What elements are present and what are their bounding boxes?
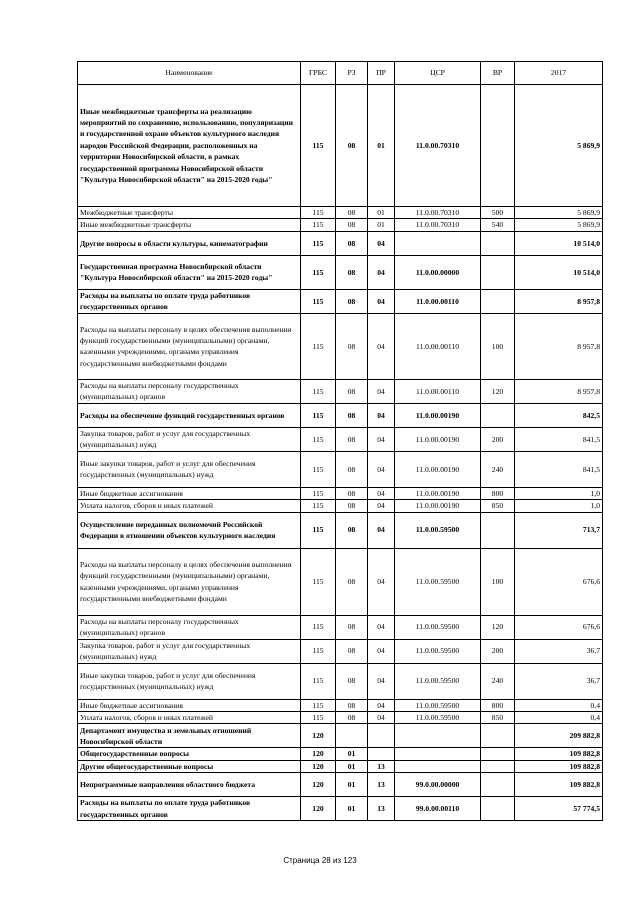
cell-grbs: 120 [301, 760, 336, 772]
table-row [78, 313, 603, 379]
cell-sum: 0,4 [515, 699, 603, 711]
cell-pr: 04 [368, 663, 395, 699]
cell-csr: 11.0.00.00190 [395, 451, 481, 487]
cell-grbs: 115 [301, 313, 336, 379]
cell-sum: 8 957,8 [515, 313, 603, 379]
cell-name: Иные бюджетные ассигнования [78, 487, 301, 499]
table-row [78, 773, 603, 797]
cell-name: Закупка товаров, работ и услуг для государственных (муниципальных) нужд [78, 639, 301, 663]
cell-sum: 209 882,8 [515, 724, 603, 748]
cell-sum: 36,7 [515, 639, 603, 663]
cell-name: Расходы на выплаты персоналу государственных (муниципальных) органов [78, 615, 301, 639]
cell-pr: 04 [368, 427, 395, 451]
cell-vr: 200 [481, 639, 515, 663]
cell-vr: 240 [481, 663, 515, 699]
cell-sum: 5 869,9 [515, 85, 603, 207]
cell-csr: 11.0.00.00110 [395, 313, 481, 379]
cell-pr: 13 [368, 760, 395, 772]
cell-pr: 04 [368, 500, 395, 512]
cell-grbs: 120 [301, 724, 336, 748]
cell-rz: 08 [336, 487, 368, 499]
cell-rz: 01 [336, 748, 368, 760]
cell-rz: 08 [336, 255, 368, 289]
cell-pr: 04 [368, 255, 395, 289]
cell-vr: 100 [481, 548, 515, 615]
cell-rz: 08 [336, 231, 368, 255]
cell-name: Другие общегосударственные вопросы [78, 760, 301, 772]
cell-grbs: 115 [301, 615, 336, 639]
cell-name: Расходы на выплаты по оплате труда работников государственных органов [78, 289, 301, 313]
cell-csr: 11.0.00.59500 [395, 699, 481, 711]
cell-vr: 850 [481, 712, 515, 724]
cell-pr: 04 [368, 699, 395, 711]
cell-name: Департамент имущества и земельных отношений Новосибирской области [78, 724, 301, 748]
cell-pr: 04 [368, 403, 395, 427]
cell-grbs: 115 [301, 219, 336, 231]
cell-vr: 540 [481, 219, 515, 231]
cell-vr [481, 231, 515, 255]
cell-name: Расходы на обеспечение функций государственных органов [78, 403, 301, 427]
cell-vr: 240 [481, 451, 515, 487]
cell-sum: 109 882,8 [515, 760, 603, 772]
cell-vr: 100 [481, 313, 515, 379]
cell-vr [481, 760, 515, 772]
cell-grbs: 115 [301, 712, 336, 724]
table-row [78, 797, 603, 821]
cell-sum: 5 869,9 [515, 219, 603, 231]
cell-pr: 04 [368, 615, 395, 639]
cell-grbs: 115 [301, 231, 336, 255]
cell-name: Иные закупки товаров, работ и услуг для обеспечения государственных (муниципальных) нужд [78, 451, 301, 487]
cell-name: Уплата налогов, сборов и иных платежей [78, 500, 301, 512]
table-row [78, 379, 603, 403]
cell-grbs: 115 [301, 289, 336, 313]
cell-csr: 11.0.00.00110 [395, 289, 481, 313]
cell-rz: 08 [336, 639, 368, 663]
cell-vr: 120 [481, 379, 515, 403]
cell-vr: 120 [481, 615, 515, 639]
cell-rz: 08 [336, 403, 368, 427]
cell-rz: 08 [336, 512, 368, 548]
cell-rz: 08 [336, 451, 368, 487]
cell-rz: 08 [336, 663, 368, 699]
cell-csr: 11.0.00.00110 [395, 379, 481, 403]
cell-name: Иные бюджетные ассигнования [78, 699, 301, 711]
cell-vr: 200 [481, 427, 515, 451]
cell-name: Общегосударственные вопросы [78, 748, 301, 760]
cell-name: Межбюджетные трансферты [78, 207, 301, 219]
cell-pr: 01 [368, 219, 395, 231]
cell-sum: 8 957,8 [515, 379, 603, 403]
cell-vr [481, 724, 515, 748]
header-vr: ВР [481, 62, 515, 85]
cell-rz: 08 [336, 615, 368, 639]
cell-vr: 850 [481, 500, 515, 512]
cell-pr: 01 [368, 85, 395, 207]
cell-rz: 08 [336, 500, 368, 512]
cell-vr: 800 [481, 699, 515, 711]
table-row [78, 615, 603, 639]
cell-sum: 109 882,8 [515, 773, 603, 797]
cell-grbs: 115 [301, 403, 336, 427]
cell-vr [481, 797, 515, 821]
cell-sum: 676,6 [515, 548, 603, 615]
cell-grbs: 115 [301, 639, 336, 663]
header-name: Наименование [78, 62, 301, 85]
cell-sum: 713,7 [515, 512, 603, 548]
cell-vr: 500 [481, 207, 515, 219]
table-row [78, 487, 603, 499]
cell-vr [481, 403, 515, 427]
cell-grbs: 115 [301, 699, 336, 711]
cell-pr [368, 724, 395, 748]
cell-sum: 109 882,8 [515, 748, 603, 760]
cell-name: Расходы на выплаты персоналу в целях обеспечения выполнения функций государственными (муниципальными) органами, казенными учреждениями, органами управления государственными внебюджетными фондами [78, 313, 301, 379]
cell-vr [481, 289, 515, 313]
cell-pr: 04 [368, 379, 395, 403]
header-grbs: ГРБС [301, 62, 336, 85]
cell-rz: 08 [336, 85, 368, 207]
cell-name: Иные межбюджетные трансферты на реализацию мероприятий по сохранению, использованию, популяризации и государственной охране объектов культурного наследия народов Российской Федерации, расположенных на территории Новосибирской области, в рамках государственной программы Новосибирской области "Культура Новосибирской области" на 2015-2020 годы" [78, 85, 301, 207]
cell-csr: 11.0.00.59500 [395, 663, 481, 699]
table-row [78, 760, 603, 772]
cell-csr: 11.0.00.59500 [395, 512, 481, 548]
cell-grbs: 115 [301, 663, 336, 699]
cell-name: Государственная программа Новосибирской области "Культура Новосибирской области" на 2015-2020 годы" [78, 255, 301, 289]
table-row [78, 699, 603, 711]
table-row [78, 712, 603, 724]
cell-csr: 11.0.00.00190 [395, 500, 481, 512]
cell-sum: 842,5 [515, 403, 603, 427]
table-row [78, 85, 603, 207]
cell-pr: 04 [368, 451, 395, 487]
cell-csr: 11.0.00.00190 [395, 403, 481, 427]
cell-pr: 04 [368, 231, 395, 255]
cell-vr [481, 748, 515, 760]
cell-grbs: 120 [301, 797, 336, 821]
cell-sum: 841,5 [515, 427, 603, 451]
cell-name: Осуществление переданных полномочий Российской Федерации в отношении объектов культурного наследия [78, 512, 301, 548]
cell-pr: 04 [368, 289, 395, 313]
cell-name: Иные закупки товаров, работ и услуг для обеспечения государственных (муниципальных) нужд [78, 663, 301, 699]
page-number: Страница 28 из 123 [283, 856, 357, 865]
table-row [78, 403, 603, 427]
table-row [78, 427, 603, 451]
cell-name: Непрограммные направления областного бюджета [78, 773, 301, 797]
cell-grbs: 115 [301, 548, 336, 615]
table-row [78, 219, 603, 231]
table-row [78, 639, 603, 663]
cell-pr: 04 [368, 639, 395, 663]
cell-sum: 36,7 [515, 663, 603, 699]
cell-rz: 08 [336, 699, 368, 711]
cell-rz: 01 [336, 797, 368, 821]
table-row [78, 207, 603, 219]
header-pr: ПР [368, 62, 395, 85]
cell-csr: 99.0.00.00000 [395, 773, 481, 797]
budget-table [77, 61, 603, 821]
cell-name: Расходы на выплаты по оплате труда работников государственных органов [78, 797, 301, 821]
cell-rz: 01 [336, 760, 368, 772]
cell-name: Закупка товаров, работ и услуг для государственных (муниципальных) нужд [78, 427, 301, 451]
cell-pr: 04 [368, 548, 395, 615]
cell-grbs: 115 [301, 512, 336, 548]
cell-vr [481, 512, 515, 548]
cell-sum: 57 774,5 [515, 797, 603, 821]
header-row [78, 62, 603, 85]
cell-grbs: 115 [301, 427, 336, 451]
cell-csr: 11.0.00.70310 [395, 207, 481, 219]
table-row [78, 724, 603, 748]
cell-csr: 11.0.00.59500 [395, 639, 481, 663]
cell-csr: 11.0.00.00190 [395, 487, 481, 499]
cell-rz: 08 [336, 313, 368, 379]
cell-sum: 10 514,0 [515, 255, 603, 289]
cell-csr: 11.0.00.70310 [395, 219, 481, 231]
cell-vr [481, 85, 515, 207]
cell-grbs: 120 [301, 773, 336, 797]
header-csr: ЦСР [395, 62, 481, 85]
cell-vr: 800 [481, 487, 515, 499]
cell-vr [481, 773, 515, 797]
cell-grbs: 115 [301, 487, 336, 499]
cell-csr: 11.0.00.59500 [395, 712, 481, 724]
table-row [78, 255, 603, 289]
cell-sum: 10 514,0 [515, 231, 603, 255]
cell-name: Иные межбюджетные трансферты [78, 219, 301, 231]
cell-sum: 0,4 [515, 712, 603, 724]
cell-pr [368, 748, 395, 760]
table-row [78, 512, 603, 548]
cell-pr: 01 [368, 207, 395, 219]
cell-sum: 676,6 [515, 615, 603, 639]
cell-name: Уплата налогов, сборов и иных платежей [78, 712, 301, 724]
cell-csr: 11.0.00.00190 [395, 427, 481, 451]
cell-csr [395, 231, 481, 255]
cell-pr: 13 [368, 797, 395, 821]
cell-sum: 8 957,8 [515, 289, 603, 313]
cell-rz: 08 [336, 427, 368, 451]
cell-vr [481, 255, 515, 289]
cell-csr: 11.0.00.59500 [395, 615, 481, 639]
cell-sum: 5 869,9 [515, 207, 603, 219]
cell-name: Другие вопросы в области культуры, кинематографии [78, 231, 301, 255]
cell-grbs: 115 [301, 207, 336, 219]
table-row [78, 548, 603, 615]
table-row [78, 748, 603, 760]
cell-name: Расходы на выплаты персоналу государственных (муниципальных) органов [78, 379, 301, 403]
table-row [78, 500, 603, 512]
table-row [78, 289, 603, 313]
cell-pr: 04 [368, 313, 395, 379]
cell-grbs: 115 [301, 451, 336, 487]
cell-rz [336, 724, 368, 748]
table-row [78, 451, 603, 487]
cell-sum: 1,0 [515, 500, 603, 512]
cell-csr [395, 724, 481, 748]
cell-pr: 04 [368, 512, 395, 548]
cell-grbs: 115 [301, 85, 336, 207]
cell-sum: 841,5 [515, 451, 603, 487]
cell-name: Расходы на выплаты персоналу в целях обеспечения выполнения функций государственными (муниципальными) органами, казенными учреждениями, органами управления государственными внебюджетными фондами [78, 548, 301, 615]
header-rz: РЗ [336, 62, 368, 85]
table-row [78, 663, 603, 699]
cell-pr: 04 [368, 712, 395, 724]
cell-grbs: 115 [301, 379, 336, 403]
cell-rz: 08 [336, 289, 368, 313]
cell-rz: 08 [336, 219, 368, 231]
cell-rz: 08 [336, 548, 368, 615]
cell-csr [395, 760, 481, 772]
cell-rz: 08 [336, 712, 368, 724]
cell-csr: 11.0.00.70310 [395, 85, 481, 207]
cell-rz: 08 [336, 379, 368, 403]
cell-sum: 1,0 [515, 487, 603, 499]
budget-table-container [77, 61, 602, 821]
cell-rz: 08 [336, 207, 368, 219]
cell-csr: 99.0.00.00110 [395, 797, 481, 821]
cell-rz: 01 [336, 773, 368, 797]
cell-csr [395, 748, 481, 760]
cell-pr: 13 [368, 773, 395, 797]
cell-csr: 11.0.00.00000 [395, 255, 481, 289]
table-row [78, 231, 603, 255]
cell-pr: 04 [368, 487, 395, 499]
cell-csr: 11.0.00.59500 [395, 548, 481, 615]
cell-grbs: 115 [301, 500, 336, 512]
cell-grbs: 120 [301, 748, 336, 760]
header-year: 2017 [515, 62, 603, 85]
cell-grbs: 115 [301, 255, 336, 289]
table-body [78, 85, 603, 821]
